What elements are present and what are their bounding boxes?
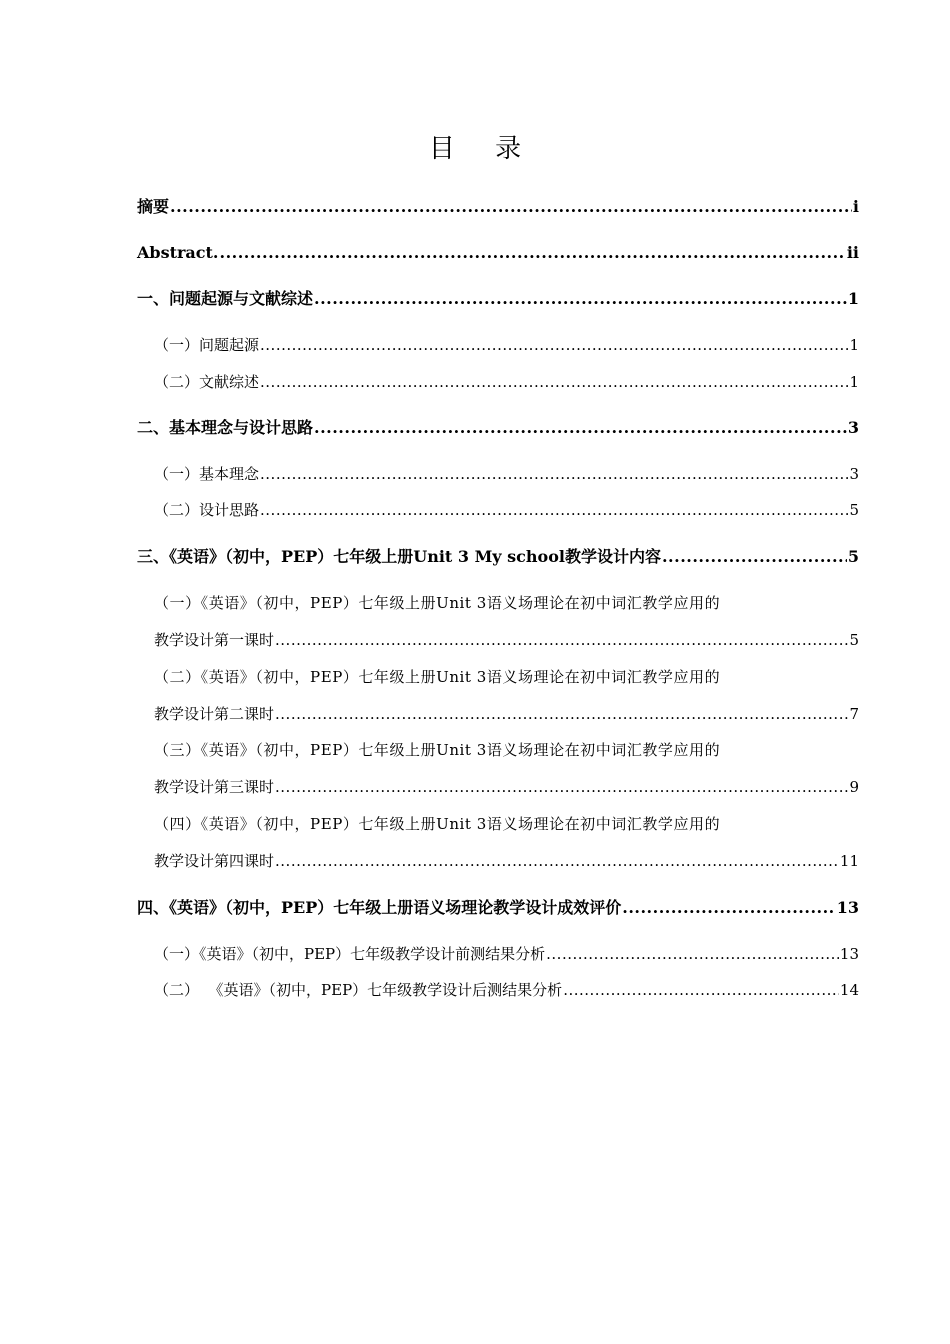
toc-entry-section-2[interactable] [137, 414, 859, 442]
leader-dots [275, 700, 848, 728]
toc-entry-page: 1 [849, 373, 859, 391]
toc-entry-section-3-1[interactable] [154, 626, 859, 654]
toc-entry-section-2-1[interactable] [154, 460, 859, 488]
leader-dots [662, 543, 847, 571]
toc-entry-label: 三、《英语》（初中，PEP）七年级上册Unit 3 My school教学设计内容 [137, 547, 661, 566]
toc-entry-section-1-2[interactable] [154, 368, 859, 396]
toc-entry-section-3-2-line1[interactable]: （二）《英语》（初中，PEP）七年级上册Unit 3语义场理论在初中词汇教学应用的 [154, 668, 721, 686]
leader-dots [260, 460, 848, 488]
toc-entry-page: 13 [839, 945, 859, 963]
leader-dots [314, 414, 847, 442]
toc-entry-section-1[interactable] [137, 285, 859, 313]
toc-entry-label: （一）《英语》（初中，PEP）七年级教学设计前测结果分析 [154, 945, 546, 963]
toc-entry-page: 5 [847, 547, 859, 566]
toc-entry-section-3-1-line1[interactable]: （一）《英语》（初中，PEP）七年级上册Unit 3语义场理论在初中词汇教学应用的 [154, 594, 721, 612]
toc-title: 目 录 [428, 134, 538, 164]
toc-entry-abstract-en[interactable] [137, 239, 859, 267]
leader-dots [170, 193, 852, 221]
toc-entry-page: i [852, 197, 859, 216]
toc-entry-section-4-1[interactable] [154, 940, 859, 968]
toc-entry-abstract-cn[interactable] [137, 193, 859, 221]
toc-entry-label: 教学设计第二课时 [154, 705, 275, 723]
toc-entry-page: 1 [847, 289, 859, 308]
toc-entry-page: 11 [839, 852, 859, 870]
toc-entry-section-3-4-line1[interactable]: （四）《英语》（初中，PEP）七年级上册Unit 3语义场理论在初中词汇教学应用的 [154, 815, 721, 833]
leader-dots [275, 773, 848, 801]
toc-entry-label: 教学设计第三课时 [154, 778, 275, 796]
leader-dots [622, 894, 835, 922]
leader-dots [275, 847, 839, 875]
leader-dots [260, 496, 848, 524]
toc-entry-page: 3 [847, 418, 859, 437]
leader-dots [275, 626, 848, 654]
toc-entry-label: （二）设计思路 [154, 501, 260, 519]
toc-entry-page: 1 [849, 336, 859, 354]
toc-entry-section-2-2[interactable] [154, 496, 859, 524]
toc-entry-section-4[interactable] [137, 894, 859, 922]
toc-entry-label: （一）基本理念 [154, 465, 260, 483]
toc-entry-label: 二、基本理念与设计思路 [137, 418, 314, 437]
toc-entry-page: 9 [849, 778, 859, 796]
toc-entry-label: Abstract. [137, 243, 219, 262]
toc-entry-label: （二）文献综述 [154, 373, 260, 391]
toc-entry-page: 5 [849, 631, 859, 649]
toc-entry-section-3[interactable] [137, 543, 859, 571]
toc-entry-label: 摘要 [137, 197, 170, 216]
leader-dots [260, 368, 848, 396]
toc-entry-page: 13 [836, 898, 859, 917]
toc-entry-label: 教学设计第四课时 [154, 852, 275, 870]
toc-entry-label: 一、问题起源与文献综述 [137, 289, 314, 308]
leader-dots [546, 940, 839, 968]
toc-entry-label: 四、《英语》（初中，PEP）七年级上册语义场理论教学设计成效评价 [137, 898, 622, 917]
leader-dots [314, 285, 847, 313]
toc-entry-section-3-3-line1[interactable]: （三）《英语》（初中，PEP）七年级上册Unit 3语义场理论在初中词汇教学应用的 [154, 741, 721, 759]
leader-dots [220, 239, 846, 267]
toc-entry-section-3-3[interactable] [154, 773, 859, 801]
toc-entry-section-3-4[interactable] [154, 847, 859, 875]
toc-entry-label: （二） 《英语》（初中，PEP）七年级教学设计后测结果分析 [154, 981, 563, 999]
toc-entry-section-3-2[interactable] [154, 700, 859, 728]
toc-entry-label: 教学设计第一课时 [154, 631, 275, 649]
toc-entry-page: 3 [849, 465, 859, 483]
toc-entry-page: ii [846, 243, 859, 262]
toc-entry-section-1-1[interactable] [154, 331, 859, 359]
leader-dots [563, 976, 839, 1004]
leader-dots [260, 331, 848, 359]
toc-entry-page: 14 [839, 981, 859, 999]
toc-entry-label: （一）问题起源 [154, 336, 260, 354]
toc-entry-page: 7 [849, 705, 859, 723]
toc-entry-section-4-2[interactable] [154, 976, 859, 1004]
toc-entry-page: 5 [849, 501, 859, 519]
